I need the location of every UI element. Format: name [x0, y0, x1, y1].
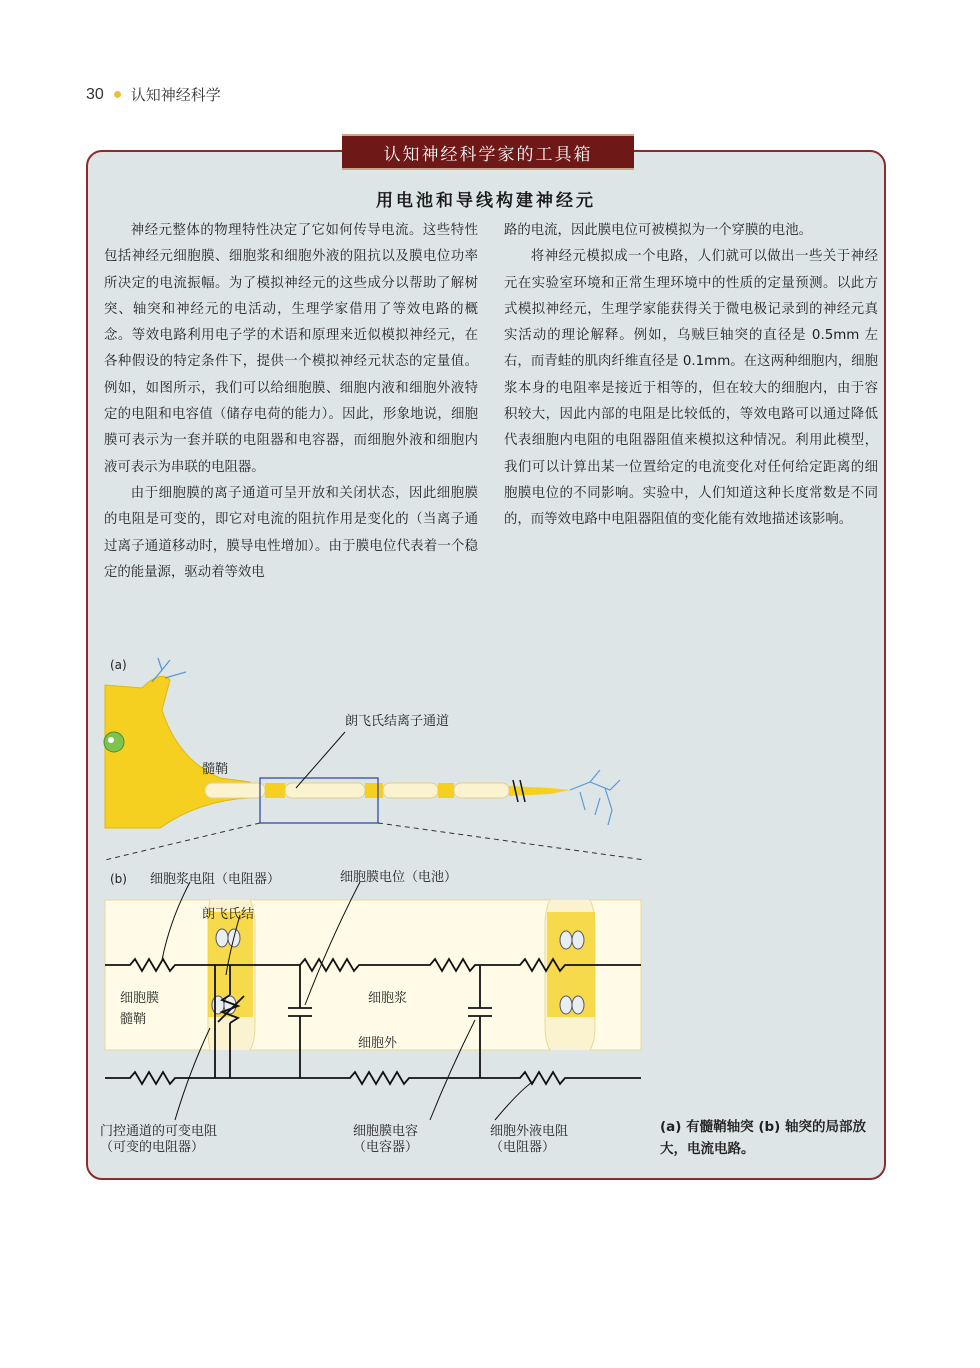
membrane-potential-label: 细胞膜电位（电池） [340, 870, 458, 885]
paragraph-continuation: 路的电流，因此膜电位可被模拟为一个穿膜的电池。 [504, 223, 812, 238]
page-number: 30 [86, 85, 104, 103]
node-label: 朗飞氏结 [202, 907, 255, 922]
running-title: 认知神经科学 [130, 86, 221, 104]
bullet-icon [114, 91, 121, 98]
left-column [104, 218, 478, 586]
toolbox-tab: 认知神经科学家的工具箱 [342, 134, 634, 170]
cytoplasm-resistance-label: 细胞浆电阻（电阻器） [150, 872, 281, 887]
paragraph: 神经元整体的物理特性决定了它如何传导电流。这些特性包括神经元细胞膜、细胞浆和细胞外液的阻抗以及膜电位功率所决定的电流振幅。为了模拟神经元的这些成分以帮助了解树突、轴突和神经元的电活动，生理学家借用了等效电路的概念。等效电路利用电子学的术语和原理来近似模拟神经元，在各种假设的特定条件下，提供一个模拟神经元状态的定量值。例如，如图所示，我们可以给细胞膜、细胞内液和细胞外液特定的电阻和电容值（储存电荷的能力）。因此，形象地说，细胞膜可表示为一套并联的电阻器和电容器，而细胞外液和细胞内液可表示为串联的电阻器。 [104, 223, 478, 475]
panel-a-label: (a) [110, 658, 127, 672]
myelin-label: 髓鞘 [202, 762, 229, 777]
extracellular-label-line2: （电阻器） [490, 1140, 556, 1155]
neuron-circuit-figure [100, 650, 660, 1170]
membrane-label: 细胞膜 [120, 991, 160, 1006]
neuron-illustration [104, 658, 645, 860]
extracellular-label-line1: 细胞外液电阻 [490, 1124, 569, 1139]
outside-label: 细胞外 [358, 1036, 398, 1051]
gated-channel-label-line1: 门控通道的可变电阻 [100, 1124, 218, 1139]
panel-b-label: (b) [110, 872, 127, 886]
axon-closeup [105, 900, 641, 1050]
paragraph: 将神经元模拟成一个电路，人们就可以做出一些关于神经元在实验室环境和正常生理环境中的性质的定量预测。以此方式模拟神经元，生理学家能获得关于微电极记录到的神经元真实活动的理论解释。例如，乌贼巨轴突的直径是 0.5mm 左右，而青蛙的肌肉纤维直径是 0.1mm。在这两种细胞内，细胞浆本身的电阻率是接近于相等的，但在较大的细胞内，由于容积较大，因此内部的电阻是比较低的，等效电路可以通过降低代表细胞内电阻的电阻器阻值来模拟这种情况。利用此模型，我们可以计算出某一位置给定的电流变化对任何给定距离的细胞膜电位的不同影响。实验中，人们知道这种长度常数是不同的，而等效电路中电阻器阻值的变化能有效地描述该影响。 [504, 249, 878, 528]
cytoplasm-label: 细胞浆 [368, 991, 408, 1006]
capacitance-label-line2: （电容器） [353, 1140, 419, 1155]
node-channel-label: 朗飞氏结离子通道 [345, 714, 450, 729]
paragraph: 由于细胞膜的离子通道可呈开放和关闭状态，因此细胞膜的电阻是可变的，即它对电流的阻抗作用是变化的（当离子通过离子通道移动时，膜导电性增加）。由于膜电位代表着一个稳定的能量源，驱动着等效电 [104, 485, 478, 580]
gated-channel-label-line2: （可变的电阻器） [100, 1140, 205, 1155]
right-column [504, 218, 878, 534]
toolbox-title: 用电池和导线构建神经元 [376, 191, 596, 211]
capacitance-label-line1: 细胞膜电容 [353, 1124, 419, 1139]
figure-caption: (a) 有髓鞘轴突 (b) 轴突的局部放大，电流电路。 [660, 1119, 867, 1157]
page-header [86, 84, 221, 105]
myelin-b-label: 髓鞘 [120, 1012, 147, 1027]
